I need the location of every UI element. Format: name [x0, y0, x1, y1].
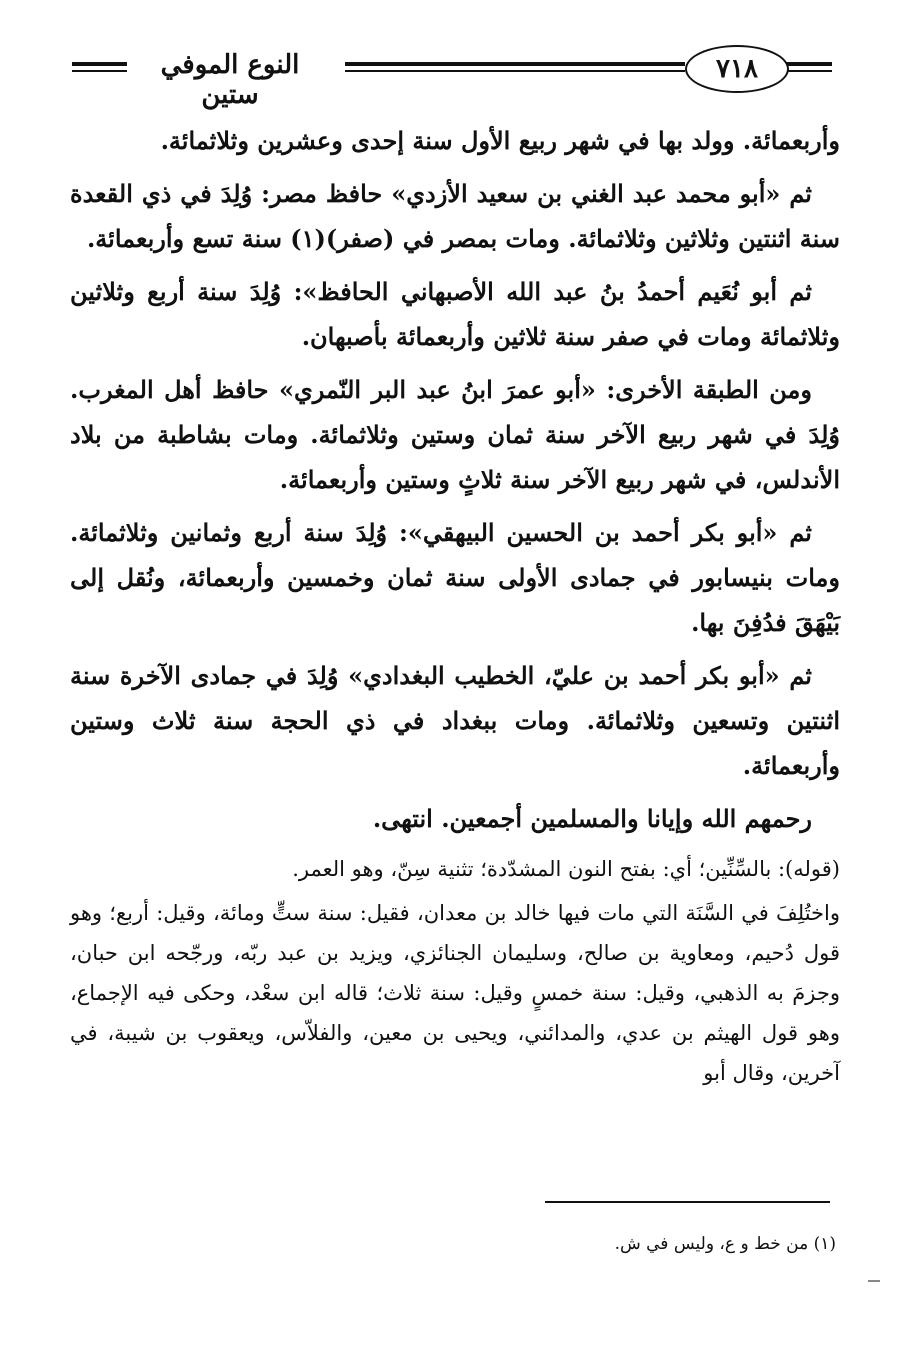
commentary-paragraph: (قوله): بالسِّنِّين؛ أي: بفتح النون المشدّدة؛ تثنية سِنّ، وهو العمر.: [292, 857, 840, 881]
footnote-separator: [545, 1201, 830, 1203]
paragraph: ثم «أبو بكر أحمد بن عليّ، الخطيب البغدادي» وُلِدَ في جمادى الآخرة سنة اثنتين وتسعين وثلاثمائة. ومات ببغداد في ذي الحجة سنة ثلاث وستين وأربعمائة.: [70, 661, 840, 780]
footnote: (١) من خط و ع، وليس في ش.: [614, 1234, 836, 1254]
paragraph: رحمهم الله وإيانا والمسلمين أجمعين. انتهى.: [372, 804, 812, 833]
paragraph: ثم «أبو بكر أحمد بن الحسين البيهقي»: وُلِدَ سنة أربع وثمانين وثلاثمائة. ومات بنيسابور في جمادى الأولى سنة ثمان وخمسين وأربعمائة، ونُقل إلى بَيْهَقَ فدُفِنَ بها.: [70, 518, 840, 637]
paragraph: ومن الطبقة الأخرى: «أبو عمرَ ابنُ عبد البر النّمري» حافظ أهل المغرب. وُلِدَ في شهر ربيع الآخر سنة ثمان وستين وثلاثمائة. ومات بشاطبة من بلاد الأندلس، في شهر ربيع الآخر سنة ثلاثٍ وستين وأربعمائة.: [70, 375, 840, 494]
header-rule-right-thin: [785, 70, 832, 72]
main-text: [70, 118, 840, 1097]
commentary-paragraph: واختُلِفَ في السَّنَة التي مات فيها خالد بن معدان، فقيل: سنة ستٍّ ومائة، وقيل: أربع؛ وهو قول دُحيم، ومعاوية بن صالح، وسليمان الجنائزي، ويزيد بن عبد ربّه، ورجّحه ابن حبان، وجزمَ به الذهبي، وقيل: سنة خمسٍ وقيل: سنة ثلاث؛ قاله ابن سعْد، وحكى فيه الإجماع، وهو قول الهيثم بن عدي، والمدائني، ويحيى بن معين، والفلاّس، ويعقوب بن شيبة، في آخرين، وقال أبو: [70, 901, 840, 1085]
page-header: [0, 0, 912, 110]
header-rule-middle-thick: [345, 62, 685, 66]
running-title: النوع الموفي ستين: [160, 50, 300, 110]
header-rule-left-thin: [72, 70, 127, 72]
header-rule-right-thick: [785, 62, 832, 66]
scan-mark: [868, 1280, 880, 1282]
page-number: ٧١٨: [685, 45, 789, 93]
header-rule-middle-thin: [345, 70, 685, 72]
paragraph: ثم «أبو محمد عبد الغني بن سعيد الأزدي» حافظ مصر: وُلِدَ في ذي القعدة سنة اثنتين وثلاثين وثلاثمائة. ومات بمصر في (صفر)(١) سنة تسع وأربعمائة.: [70, 179, 840, 253]
header-rule-left-thick: [72, 62, 127, 66]
paragraph: وأربعمائة. وولد بها في شهر ربيع الأول سنة إحدى وعشرين وثلاثمائة.: [160, 126, 840, 155]
paragraph: ثم أبو نُعَيم أحمدُ بنُ عبد الله الأصبهاني الحافظ»: وُلِدَ سنة أربع وثلاثين وثلاثمائة ومات في صفر سنة ثلاثين وأربعمائة بأصبهان.: [70, 277, 840, 351]
